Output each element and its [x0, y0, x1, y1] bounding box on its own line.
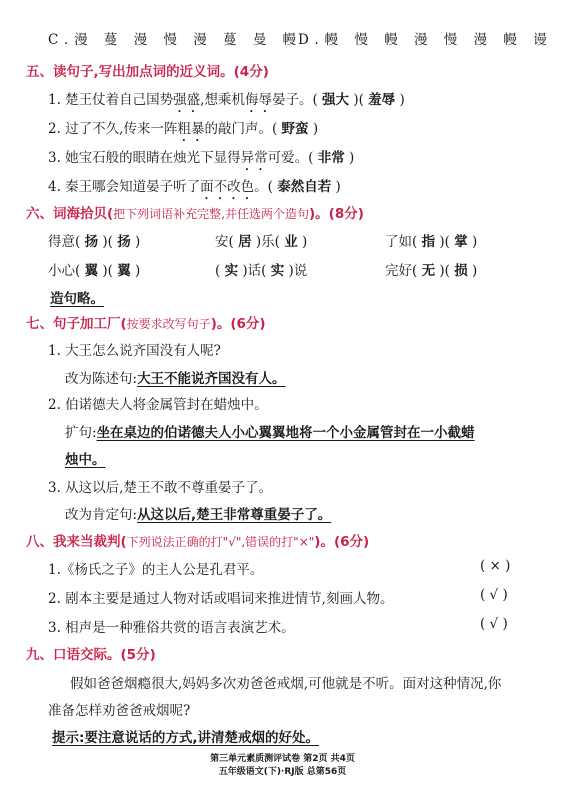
s6-r2-i3-c: ): [467, 263, 478, 279]
s6-row1-idiom1: [48, 230, 140, 250]
s6-r2-i1-b: )(: [98, 263, 118, 279]
s8-q1-mark: ( × ): [480, 558, 511, 574]
s5-q1-end: ): [395, 92, 405, 108]
s5-q1-answer2: 羞辱: [368, 92, 396, 108]
s6-r2-i1-a: 小心(: [48, 263, 85, 279]
s6-r1-i2-c: ): [297, 234, 308, 250]
section-9-title: 九、口语交际。(5分): [26, 647, 156, 663]
s7-q1-answer: 大王不能说齐国没有人。: [137, 371, 286, 387]
option-c: C.漫 蔓 漫 慢 漫 蔓 曼 幔: [48, 32, 303, 48]
s6-title-sub: 把下列词语补充完整,并任选两个造句: [113, 207, 309, 221]
s5-q2-post: 的敲门声。(: [204, 121, 282, 137]
s5-q1-answer1: 强大: [322, 92, 350, 108]
s7-title-sub: 按要求改写句子: [126, 317, 211, 331]
s6-r2-i1-x: 翼: [84, 263, 99, 279]
s6-r1-i3-x: 指: [421, 234, 436, 250]
s6-r1-i3-y: 掌: [454, 234, 468, 250]
s7-q2-answer-part1: 坐在桌边的伯诺德夫人小心翼翼地将一个小金属管封在一小截蜡: [96, 425, 475, 441]
s6-row1-idiom2: [215, 230, 307, 250]
s9-prompt-line2: 准备怎样劝爸爸戒烟呢?: [48, 703, 191, 719]
s7-q2-answer-line: [65, 421, 475, 441]
s8-title-main: 八、我来当裁判(: [26, 534, 127, 550]
s5-q1: [48, 88, 405, 116]
s5-q4-end: ): [331, 179, 341, 195]
s7-q1-answer-line: [65, 367, 286, 387]
s7-q3: 3. 从这以后,楚王不敢不尊重晏子了。: [48, 480, 272, 496]
s8-title-sub: 下列说法正确的打"√",错误的打"×": [126, 535, 315, 549]
s6-r2-i3-y: 损: [454, 263, 468, 279]
s5-q2-end: ): [308, 121, 319, 137]
s6-r1-i2-b: )乐(: [251, 234, 285, 250]
section-8-title: [26, 530, 369, 550]
s6-r1-i2-a: 安(: [215, 234, 239, 250]
s8-q2: 2. 剧本主要是通过人物对话或唱词来推进情节,刻画人物。: [48, 591, 394, 607]
s5-q4-dot: 面不改色: [200, 179, 255, 195]
s6-r2-i3-b: )(: [435, 263, 455, 279]
s8-q3: 3. 相声是一种雅俗共赏的语言表演艺术。: [48, 620, 295, 636]
s5-q2-answer: 野蛮: [281, 121, 309, 137]
s6-r2-i2-c: )说: [284, 263, 308, 279]
s6-r1-i2-y: 业: [284, 234, 298, 250]
footer-line1: 第三单元素质测评试卷 第2页 共4页: [210, 754, 355, 764]
s6-r1-i3-b: )(: [435, 234, 455, 250]
s9-answer: 提示:要注意说话的方式,讲清楚戒烟的好处。: [52, 730, 320, 746]
s6-row2-idiom3: [385, 259, 477, 279]
option-d: D.幔 慢 幔 漫 慢 漫 幔 谩: [298, 32, 553, 48]
s9-prompt-line1: 假如爸爸烟瘾很大,妈妈多次劝爸爸戒烟,可他就是不听。面对这种情况,你: [70, 676, 502, 692]
s8-q1: 1.《杨氏之子》的主人公是孔君平。: [48, 562, 264, 578]
s5-q1-post: 晏子。(: [271, 92, 323, 108]
s7-q3-answer: 从这以后,楚王非常尊重晏子了。: [137, 507, 332, 523]
s7-q3-label: 改为肯定句:: [65, 507, 138, 523]
s7-q2: 2. 伯诺德夫人将金属管封在蜡烛中。: [48, 397, 268, 413]
s5-q3-end: ): [344, 150, 355, 166]
s6-r2-i2-a: (: [215, 263, 225, 279]
s5-q4: [48, 175, 341, 203]
s8-title-score: )。(6分): [314, 534, 370, 550]
s6-r2-i1-c: ): [130, 263, 141, 279]
s6-row2-idiom1: [48, 259, 140, 279]
s5-q2-pre: 2. 过了不久,传来一阵: [48, 121, 178, 137]
s5-q1-mid: ,想乘机: [200, 92, 245, 108]
s6-r1-i1-a: 得意(: [48, 234, 85, 250]
s5-q2: [48, 117, 318, 145]
s8-q3-mark: ( √ ): [480, 616, 508, 632]
s6-r1-i1-b: )(: [98, 234, 118, 250]
s5-q1-dot1: 强盛: [173, 92, 201, 108]
s6-r2-i2-b: )话(: [238, 263, 271, 279]
s5-q3-dot: 异常: [240, 150, 268, 166]
s6-r1-i1-y: 扬: [117, 234, 131, 250]
s6-r2-i2-x: 实: [224, 263, 239, 279]
s6-sentence-answer: 造句略。: [50, 291, 104, 307]
s6-r1-i2-x: 居: [238, 234, 252, 250]
section-6-title: [26, 202, 364, 222]
section-7-title: [26, 312, 266, 332]
s5-q2-dot: 粗暴: [177, 121, 205, 137]
s6-r2-i1-y: 翼: [117, 263, 131, 279]
s6-r1-i1-x: 扬: [84, 234, 99, 250]
s6-r1-i3-a: 了如(: [385, 234, 422, 250]
s5-q3-pre: 3. 她宝石般的眼睛在烛光下显得: [48, 150, 241, 166]
s8-q2-mark: ( √ ): [480, 587, 508, 603]
s6-title-score: )。(8分): [309, 206, 364, 222]
s7-title-score: )。(6分): [210, 316, 266, 332]
s7-title-main: 七、句子加工厂(: [26, 316, 127, 332]
section-5-title: 五、读句子,写出加点词的近义词。(4分): [26, 64, 269, 80]
s7-q1: 1. 大王怎么说齐国没有人呢?: [48, 343, 221, 359]
s5-q3: [48, 146, 354, 174]
s5-q1-dot2: 侮辱: [244, 92, 272, 108]
s7-q1-label: 改为陈述句:: [65, 371, 138, 387]
s5-q4-answer: 泰然自若: [277, 179, 332, 195]
s6-title-main: 六、词海拾贝(: [26, 206, 114, 222]
s6-row2-idiom2: [215, 259, 307, 279]
s6-r2-i2-y: 实: [270, 263, 285, 279]
s5-q4-post: 。(: [254, 179, 278, 195]
s5-q1-sep: )(: [349, 92, 369, 108]
s6-r2-i3-x: 无: [421, 263, 436, 279]
s5-q3-post: 可爱。(: [267, 150, 318, 166]
s5-q1-pre: 1. 楚王仗着自己国势: [48, 92, 174, 108]
s6-r1-i1-c: ): [130, 234, 141, 250]
s6-row1-idiom3: [385, 230, 477, 250]
s6-r2-i3-a: 完好(: [385, 263, 422, 279]
s5-q3-answer: 非常: [317, 150, 345, 166]
s7-q2-answer-part2: 烛中。: [65, 452, 106, 468]
s6-r1-i3-c: ): [467, 234, 478, 250]
s7-q3-answer-line: [65, 503, 331, 523]
s5-q4-pre: 4. 秦王哪会知道晏子听了: [48, 179, 201, 195]
footer-line2: 五年级语文(下)·RJ版 总第56页: [218, 767, 347, 777]
s7-q2-label: 扩句:: [65, 425, 97, 441]
